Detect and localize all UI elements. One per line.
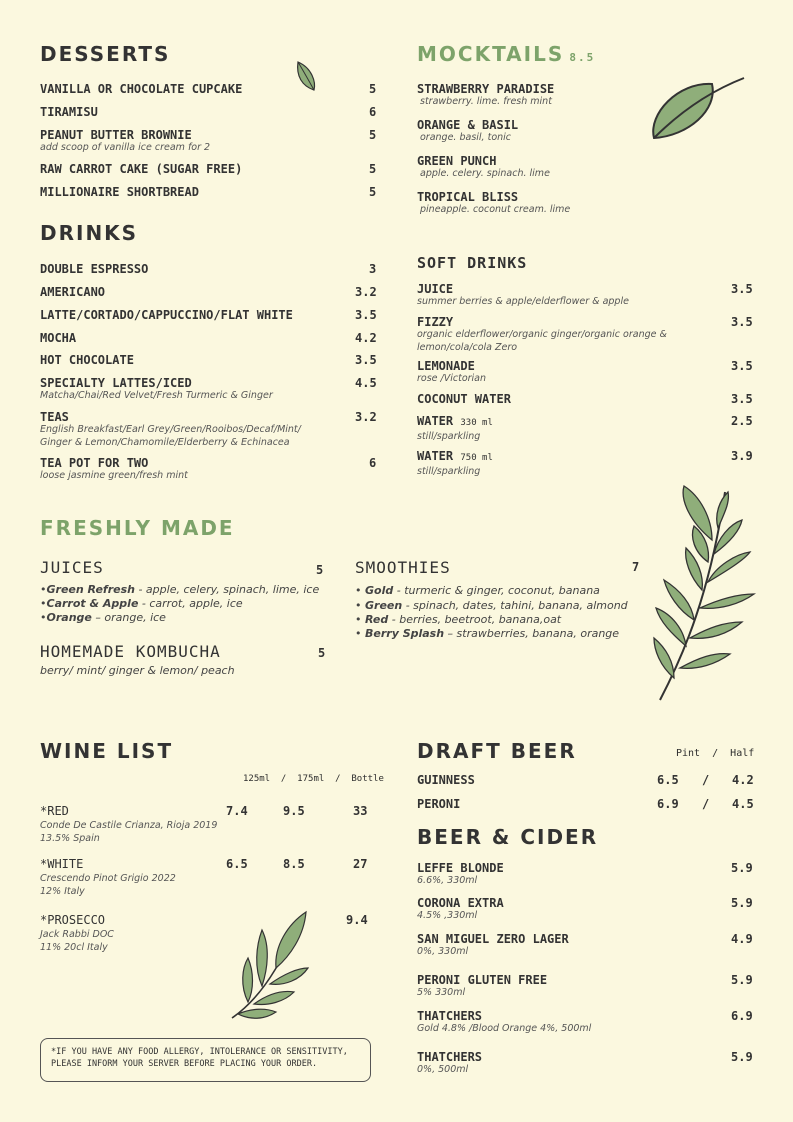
dessert-desc: add scoop of vanilla ice cream for 2 [40,142,211,153]
bullet: • [355,599,365,612]
bullet: • [355,627,365,640]
beer-desc: 5% 330ml [417,987,466,998]
soft-drinks-heading: SOFT DRINKS [417,254,528,272]
dessert-item: MILLIONAIRE SHORTBREAD [40,185,199,199]
bullet: • [40,611,47,624]
drink-item: AMERICANO [40,285,106,299]
dessert-price: 5 [369,82,377,96]
juice-line [40,597,243,612]
soft-drink-item: FIZZY [417,315,454,329]
mocktail-desc: strawberry. lime. fresh mint [420,96,552,107]
draft-beer-item: GUINNESS [417,773,475,787]
beer-price: 4.9 [731,932,753,946]
soft-drink-price: 3.9 [731,449,753,463]
wine-price-bottle: 33 [353,804,368,818]
leaf-icon [294,60,318,92]
dessert-price: 5 [369,185,377,199]
smoothie-line [355,613,561,628]
soft-drink-desc: rose /Victorian [417,373,487,384]
juice-ingredients: – orange, ice [91,611,166,624]
smoothie-name: Red [365,613,389,626]
soft-drink-price: 3.5 [731,282,753,296]
smoothie-ingredients: - berries, beetroot, banana,oat [388,613,562,626]
smoothie-ingredients: - spinach, dates, tahini, banana, almond [402,599,628,612]
drink-desc: Matcha/Chai/Red Velvet/Fresh Turmeric & Ginger [40,390,273,401]
smoothie-name: Gold [365,584,394,597]
drinks-heading: DRINKS [40,221,139,245]
bullet: • [40,583,47,596]
draft-beer-pint: 6.9 [657,797,679,811]
draft-beer-heading: DRAFT BEER [417,739,577,763]
mocktail-desc: apple. celery. spinach. lime [420,168,550,179]
dessert-price: 6 [369,105,377,119]
draft-beer-header: Pint / Half [676,748,755,759]
drink-item: TEA POT FOR TWO [40,456,149,470]
wine-desc: Crescendo Pinot Grigio 2022 [40,873,176,884]
drink-price: 3.2 [355,285,377,299]
juice-ingredients: - carrot, apple, ice [138,597,243,610]
soft-drink-desc: still/sparkling [417,431,481,442]
drink-item: HOT CHOCOLATE [40,353,134,367]
drink-desc: Ginger & Lemon/Chamomile/Elderberry & Echinacea [40,437,290,448]
soft-drink-price: 2.5 [731,414,753,428]
draft-beer-pint: 6.5 [657,773,679,787]
soft-drink-name: WATER [417,414,454,428]
soft-drink-item: COCONUT WATER [417,392,511,406]
beer-cider-heading: BEER & CIDER [417,825,599,849]
beer-price: 6.9 [731,1009,753,1023]
beer-desc: 6.6%, 330ml [417,875,478,886]
beer-item: THATCHERS [417,1009,483,1023]
draft-beer-half: 4.5 [732,797,754,811]
smoothie-ingredients: - turmeric & ginger, coconut, banana [393,584,600,597]
beer-price: 5.9 [731,861,753,875]
mocktails-heading-row [417,42,595,66]
wine-name: *PROSECCO [40,913,106,927]
smoothie-name: Green [365,599,403,612]
allergy-notice-line: *IF YOU HAVE ANY FOOD ALLERGY, INTOLERANCE OR SENSITIVITY, [51,1047,348,1057]
beer-price: 5.9 [731,1050,753,1064]
juice-name: Green Refresh [46,583,135,596]
beer-desc: 4.5% ,330ml [417,910,478,921]
draft-beer-item: PERONI [417,797,461,811]
mocktail-item: GREEN PUNCH [417,154,497,168]
soft-drink-price: 3.5 [731,392,753,406]
wine-price-bottle: 9.4 [346,913,368,927]
wine-sizes-header: 125ml / 175ml / Bottle [243,774,384,784]
mocktail-desc: orange. basil, tonic [420,132,512,143]
soft-drink-desc: lemon/cola/cola Zero [417,342,518,353]
soft-drink-desc: summer berries & apple/elderflower & apple [417,296,629,307]
soft-drink-desc: organic elderflower/organic ginger/organic orange & [417,329,667,340]
drink-item: DOUBLE ESPRESSO [40,262,149,276]
mocktail-item: TROPICAL BLISS [417,190,519,204]
wine-name: *WHITE [40,857,84,871]
dessert-item: PEANUT BUTTER BROWNIE [40,128,192,142]
dessert-price: 5 [369,162,377,176]
beer-item: THATCHERS [417,1050,483,1064]
wine-desc: Jack Rabbi DOC [40,929,114,940]
drink-item: MOCHA [40,331,77,345]
mocktail-item: ORANGE & BASIL [417,118,519,132]
kombucha-heading: HOMEMADE KOMBUCHA [40,642,221,661]
mocktails-heading: MOCKTAILS [417,42,565,66]
soft-drink-price: 3.5 [731,359,753,373]
beer-desc: 0%, 330ml [417,946,469,957]
soft-drink-price: 3.5 [731,315,753,329]
drink-desc: loose jasmine green/fresh mint [40,470,188,481]
allergy-notice-line: PLEASE INFORM YOUR SERVER BEFORE PLACING YOUR ORDER. [51,1059,318,1069]
draft-beer-sep: / [702,797,710,811]
soft-drink-desc: still/sparkling [417,466,481,477]
beer-item: PERONI GLUTEN FREE [417,973,548,987]
desserts-heading: DESSERTS [40,42,171,66]
drink-price: 3.5 [355,308,377,322]
wine-price-125: 6.5 [226,857,248,871]
smoothies-price: 7 [632,560,640,574]
smoothies-heading: SMOOTHIES [355,558,451,577]
dessert-item: VANILLA OR CHOCOLATE CUPCAKE [40,82,243,96]
kombucha-price: 5 [318,646,326,660]
soft-drink-name: WATER [417,449,454,463]
wine-desc: Conde De Castile Crianza, Rioja 2019 [40,820,218,831]
allergy-notice [40,1038,371,1082]
juices-heading: JUICES [40,558,104,577]
bullet: • [40,597,47,610]
drink-item: SPECIALTY LATTES/ICED [40,376,192,390]
soft-drink-size: 750 ml [460,453,493,463]
juice-name: Carrot & Apple [46,597,139,610]
freshly-made-heading: FRESHLY MADE [40,516,235,540]
soft-drink-item [417,414,493,428]
wine-desc: 12% Italy [40,886,85,897]
drink-price: 4.5 [355,376,377,390]
wine-price-175: 9.5 [283,804,305,818]
smoothie-line [355,599,628,614]
dessert-price: 5 [369,128,377,142]
beer-item: SAN MIGUEL ZERO LAGER [417,932,569,946]
mocktail-desc: pineapple. coconut cream. lime [420,204,571,215]
smoothie-line [355,584,600,599]
mocktail-item: STRAWBERRY PARADISE [417,82,555,96]
wine-price-bottle: 27 [353,857,368,871]
beer-price: 5.9 [731,896,753,910]
draft-beer-half: 4.2 [732,773,754,787]
mocktails-price: 8.5 [569,51,596,64]
juices-price: 5 [316,563,324,577]
drink-price: 4.2 [355,331,377,345]
large-leaf-icon [648,74,748,142]
beer-desc: Gold 4.8% /Blood Orange 4%, 500ml [417,1023,592,1034]
kombucha-desc: berry/ mint/ ginger & lemon/ peach [40,664,235,677]
juice-name: Orange [46,611,92,624]
juice-line [40,583,319,598]
wine-price-175: 8.5 [283,857,305,871]
smoothie-name: Berry Splash [365,627,445,640]
soft-drink-size: 330 ml [460,418,493,428]
drink-price: 3 [369,262,377,276]
beer-price: 5.9 [731,973,753,987]
drink-price: 6 [369,456,377,470]
small-branch-icon [228,910,312,1022]
draft-beer-sep: / [702,773,710,787]
juice-line [40,611,166,626]
smoothie-line [355,627,619,642]
dessert-item: RAW CARROT CAKE (SUGAR FREE) [40,162,243,176]
wine-price-125: 7.4 [226,804,248,818]
beer-desc: 0%, 500ml [417,1064,469,1075]
wine-list-heading: WINE LIST [40,739,174,763]
soft-drink-item [417,449,493,463]
drink-price: 3.2 [355,410,377,424]
wine-name: *RED [40,804,69,818]
wine-desc: 13.5% Spain [40,833,100,844]
beer-item: LEFFE BLONDE [417,861,504,875]
beer-item: CORONA EXTRA [417,896,504,910]
dessert-item: TIRAMISU [40,105,98,119]
drink-price: 3.5 [355,353,377,367]
soft-drink-item: JUICE [417,282,454,296]
smoothie-ingredients: – strawberries, banana, orange [444,627,620,640]
drink-item: LATTE/CORTADO/CAPPUCCINO/FLAT WHITE [40,308,293,322]
wine-desc: 11% 20cl Italy [40,942,108,953]
bullet: • [355,613,365,626]
leafy-branch-icon [650,482,760,704]
bullet: • [355,584,365,597]
drink-desc: English Breakfast/Earl Grey/Green/Rooibos/Decaf/Mint/ [40,424,301,435]
soft-drink-item: LEMONADE [417,359,475,373]
juice-ingredients: - apple, celery, spinach, lime, ice [134,583,320,596]
drink-item: TEAS [40,410,69,424]
